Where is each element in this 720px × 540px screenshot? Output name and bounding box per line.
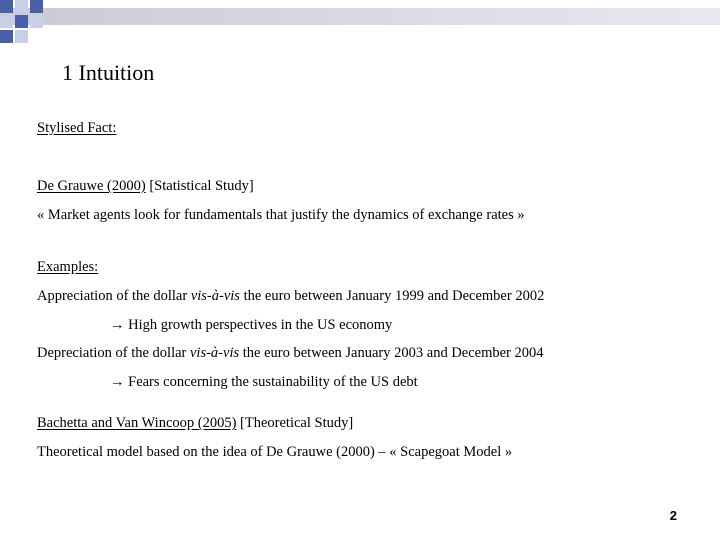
- page-number: 2: [669, 508, 677, 523]
- deco-square-2: [15, 0, 28, 13]
- deco-square-1: [0, 0, 13, 13]
- example-2-suffix: the euro between January 2003 and December 2004: [239, 345, 544, 361]
- bachetta-note: [Theoretical Study]: [236, 415, 354, 431]
- deco-square-8: [0, 30, 13, 43]
- de-grauwe-ref: De Grauwe (2000): [37, 178, 146, 194]
- examples-label: Examples:: [37, 259, 99, 275]
- slide-title: 1 Intuition: [62, 60, 155, 85]
- example-1-italic: vis-à-vis: [190, 288, 240, 304]
- deco-square-5: [30, 15, 43, 28]
- example-1-consequence: → High growth perspectives in the US economy: [110, 317, 393, 333]
- bachetta-line: [37, 414, 353, 432]
- de-grauwe-note: [Statistical Study]: [145, 178, 254, 194]
- de-grauwe-quote: « Market agents look for fundamentals that justify the dynamics of exchange rates »: [37, 207, 525, 223]
- deco-square-6: [0, 15, 13, 28]
- deco-square-4: [15, 15, 28, 28]
- example-1-suffix: the euro between January 1999 and December 2002: [239, 288, 545, 304]
- de-grauwe-line: [37, 177, 254, 195]
- example-1-prefix: Appreciation of the dollar: [37, 288, 191, 304]
- bachetta-description: Theoretical model based on the idea of De Grauwe (2000) – « Scapegoat Model »: [37, 444, 513, 460]
- example-2-consequence: → Fears concerning the sustainability of the US debt: [110, 374, 418, 390]
- deco-square-7: [15, 30, 28, 43]
- bachetta-ref: Bachetta and Van Wincoop (2005): [37, 415, 237, 431]
- example-2-italic: vis-à-vis: [190, 345, 240, 361]
- deco-square-3: [30, 0, 43, 13]
- header-bar: [0, 8, 720, 25]
- stylised-fact-label: Stylised Fact:: [37, 120, 117, 136]
- example-2-line: [37, 344, 544, 362]
- example-2-prefix: Depreciation of the dollar: [37, 345, 190, 361]
- example-1-line: [37, 287, 544, 305]
- header-decoration: [0, 0, 720, 45]
